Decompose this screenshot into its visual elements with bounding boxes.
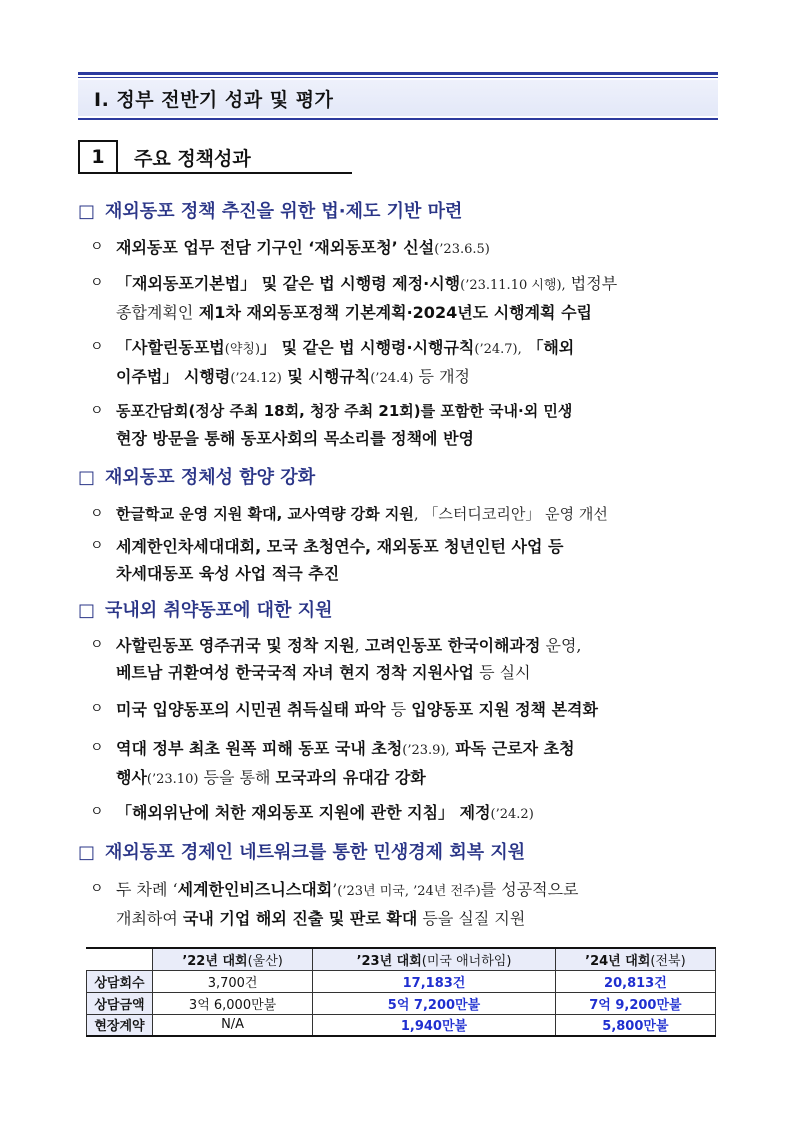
bullet-circle-icon: ㅇ [90, 239, 104, 255]
table-corner-cell [87, 948, 153, 970]
heading-economic-network: □ 재외동포 경제인 네트워크를 통한 민생경제 회복 지원 [78, 842, 526, 863]
column-header-2024: ’24년 대회(전북) [555, 948, 715, 970]
section-number: 1 [78, 140, 118, 174]
bullet-circle-icon: ㅇ [90, 740, 104, 756]
business-convention-stats-table [86, 947, 716, 1037]
table-cell: 5,800만불 [555, 1014, 715, 1036]
bullet-circle-icon: ㅇ [90, 701, 104, 717]
list-item: ㅇ 「사할린동포법(약칭)」 및 같은 법 시행령·시행규칙(’24.7), 「해외 이주법」 시행령(’24.12) 및 시행규칙(’24.4) 등 개정 [90, 334, 720, 392]
table-cell: 5억 7,200만불 [313, 992, 556, 1014]
chapter-title: Ⅰ. 정부 전반기 성과 및 평가 [94, 89, 334, 111]
checkbox-square-icon: □ [78, 600, 96, 621]
table-row [87, 970, 716, 992]
list-item: ㅇ 동포간담회(정상 주최 18회, 청장 주최 21회)를 포함한 국내·외 민생 현장 방문을 통해 동포사회의 목소리를 정책에 반영 [90, 398, 720, 452]
checkbox-square-icon: □ [78, 842, 96, 863]
table-cell: 3,700건 [153, 970, 313, 992]
section-underline [118, 172, 352, 174]
column-header-2022: ’22년 대회(울산) [153, 948, 313, 970]
list-item: ㅇ 역대 정부 최초 원폭 피해 동포 국내 초청(’23.9), 파독 근로자 초청 행사(’23.10) 등을 통해 모국과의 유대감 강화 [90, 735, 720, 793]
table-cell: 3억 6,000만불 [153, 992, 313, 1014]
list-item: ㅇ 「해외위난에 처한 재외동포 지원에 관한 지침」 제정(’24.2) [90, 799, 720, 828]
table-header-row [87, 948, 716, 970]
section-title: 주요 정책성과 [134, 148, 251, 170]
table-cell: 20,813건 [555, 970, 715, 992]
list-item: ㅇ 한글학교 운영 지원 확대, 교사역량 강화 지원, 「스터디코리안」 운영 개선 [90, 501, 720, 528]
column-header-2023: ’23년 대회(미국 애너하임) [313, 948, 556, 970]
list-item: ㅇ 재외동포 업무 전담 기구인 ‘재외동포청’ 신설(’23.6.5) [90, 234, 720, 263]
heading-vulnerable: □ 국내외 취약동포에 대한 지원 [78, 600, 333, 621]
bullet-circle-icon: ㅇ [90, 637, 104, 653]
bullet-circle-icon: ㅇ [90, 403, 104, 419]
title-rule-bottom [78, 118, 718, 120]
row-label: 현장계약 [87, 1014, 153, 1036]
list-item: ㅇ 「재외동포기본법」 및 같은 법 시행령 제정·시행(’23.11.10 시행), 법정부 종합계획인 제1차 재외동포정책 기본계획·2024년도 시행계획 수립 [90, 270, 720, 326]
checkbox-square-icon: □ [78, 467, 96, 488]
row-label: 상담회수 [87, 970, 153, 992]
bullet-circle-icon: ㅇ [90, 506, 104, 522]
chapter-title-bar [78, 72, 718, 120]
checkbox-square-icon: □ [78, 201, 96, 222]
list-item: ㅇ 세계한인차세대대회, 모국 초청연수, 재외동포 청년인턴 사업 등 차세대동포 육성 사업 적극 추진 [90, 533, 720, 587]
title-rule-top-thin [78, 77, 718, 78]
table-cell: 7억 9,200만불 [555, 992, 715, 1014]
heading-legal-framework: □ 재외동포 정책 추진을 위한 법·제도 기반 마련 [78, 201, 463, 222]
bullet-circle-icon: ㅇ [90, 275, 104, 291]
table-cell: N/A [153, 1014, 313, 1036]
list-item: ㅇ 미국 입양동포의 시민권 취득실태 파악 등 입양동포 지원 정책 본격화 [90, 696, 720, 723]
table-cell: 1,940만불 [313, 1014, 556, 1036]
bullet-circle-icon: ㅇ [90, 804, 104, 820]
bullet-circle-icon: ㅇ [90, 538, 104, 554]
heading-identity: □ 재외동포 정체성 함양 강화 [78, 467, 316, 488]
title-rule-top [78, 72, 718, 75]
table-row [87, 992, 716, 1014]
bullet-circle-icon: ㅇ [90, 881, 104, 897]
row-label: 상담금액 [87, 992, 153, 1014]
table-cell: 17,183건 [313, 970, 556, 992]
bullet-circle-icon: ㅇ [90, 339, 104, 355]
list-item: ㅇ 두 차례 ‘세계한인비즈니스대회’(’23년 미국, ’24년 전주)를 성공적으로 개최하여 국내 기업 해외 진출 및 판로 확대 등을 실질 지원 [90, 876, 720, 932]
table-row [87, 1014, 716, 1036]
list-item: ㅇ 사할린동포 영주귀국 및 정착 지원, 고려인동포 한국이해과정 운영, 베트남 귀환여성 한국국적 자녀 현지 정착 지원사업 등 실시 [90, 632, 720, 686]
